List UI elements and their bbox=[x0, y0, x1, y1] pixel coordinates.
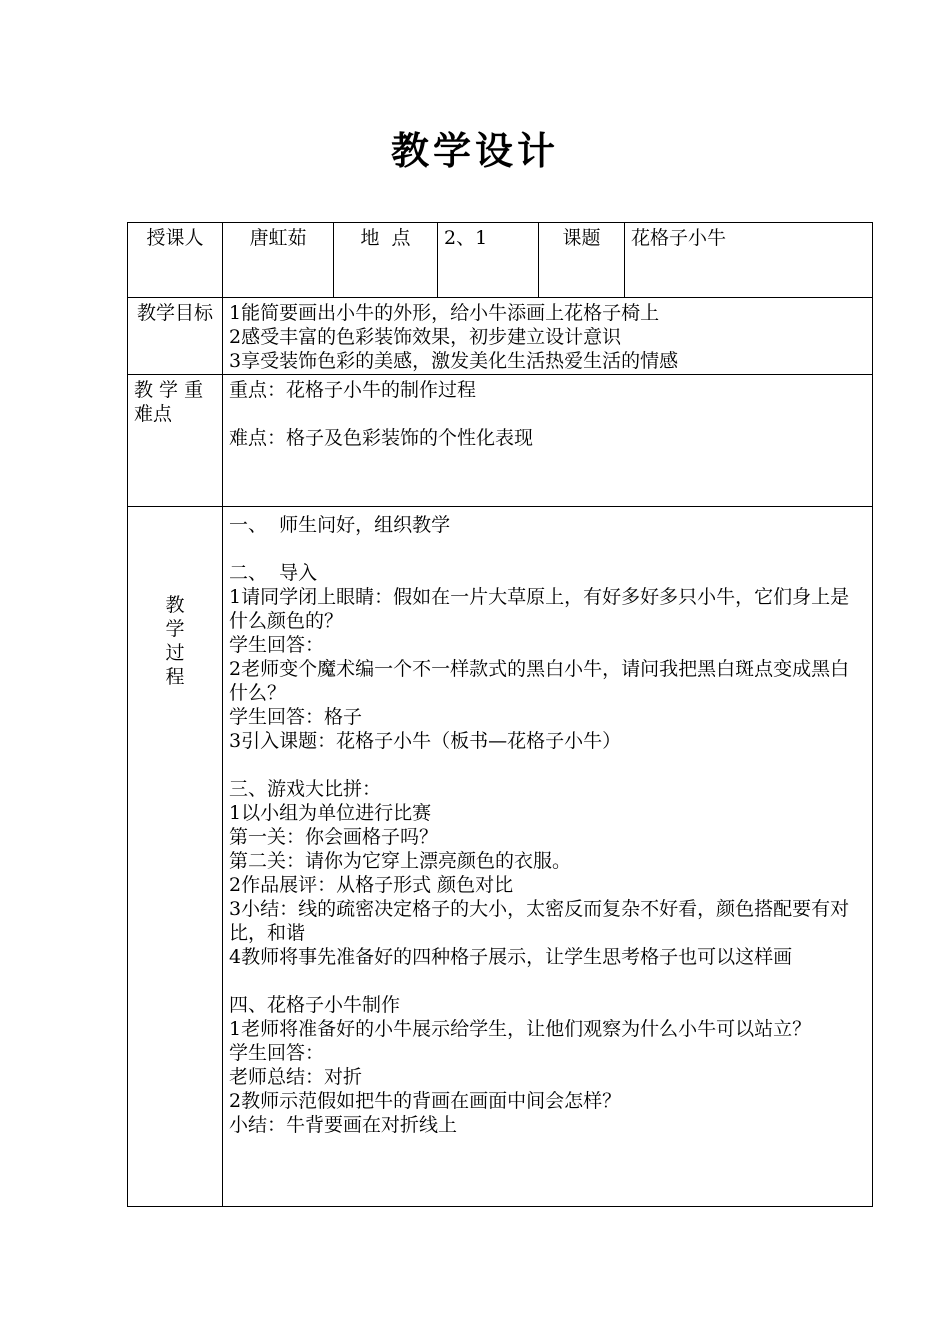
key-points-label: 教 学 重难点 bbox=[128, 375, 223, 507]
header-row bbox=[128, 223, 873, 298]
section-heading: 三、游戏大比拼： bbox=[229, 778, 382, 800]
process-line: 第二关：请你为它穿上漂亮颜色的衣服。 bbox=[229, 850, 572, 872]
objectives-row bbox=[128, 298, 873, 375]
process-line: 学生回答： bbox=[229, 1042, 325, 1064]
process-line: 1请同学闭上眼睛：假如在一片大草原上，有好多好多只小牛，它们身上是什么颜色的？ bbox=[229, 586, 850, 632]
process-line: 学生回答：格子 bbox=[229, 706, 363, 728]
process-content bbox=[223, 507, 873, 1207]
process-row bbox=[128, 507, 873, 1207]
process-line: 学生回答： bbox=[229, 634, 325, 656]
process-line: 3小结：线的疏密决定格子的大小，太密反而复杂不好看，颜色搭配要有对比，和谐 bbox=[229, 898, 850, 944]
objectives-content bbox=[223, 298, 873, 375]
lesson-plan-table bbox=[127, 222, 873, 1207]
location-value: 2、1 bbox=[438, 223, 539, 298]
process-label-char: 程 bbox=[165, 666, 185, 688]
topic-value: 花格子小牛 bbox=[625, 223, 873, 298]
objective-item: 3享受装饰色彩的美感，激发美化生活热爱生活的情感 bbox=[229, 350, 679, 372]
objective-item: 2感受丰富的色彩装饰效果，初步建立设计意识 bbox=[229, 326, 622, 348]
topic-label: 课题 bbox=[539, 223, 625, 298]
process-line: 老师总结：对折 bbox=[229, 1066, 363, 1088]
process-line: 1老师将准备好的小牛展示给学生，让他们观察为什么小牛可以站立？ bbox=[229, 1018, 812, 1040]
teacher-name: 唐虹茹 bbox=[223, 223, 334, 298]
process-line: 3引入课题：花格子小牛（板书—花格子小牛） bbox=[229, 730, 622, 752]
process-label bbox=[128, 507, 223, 1207]
section-heading: 四、花格子小牛制作 bbox=[229, 994, 401, 1016]
process-line: 1以小组为单位进行比赛 bbox=[229, 802, 432, 824]
process-label-char: 学 bbox=[165, 618, 185, 640]
section-heading: 二、 导入 bbox=[229, 562, 318, 584]
objective-item: 1能简要画出小牛的外形，给小牛添画上花格子椅上 bbox=[229, 302, 660, 324]
section-heading: 一、 师生问好，组织教学 bbox=[229, 514, 451, 536]
key-points-row bbox=[128, 375, 873, 507]
process-line: 4教师将事先准备好的四种格子展示，让学生思考格子也可以这样画 bbox=[229, 946, 793, 968]
process-line: 2教师示范假如把牛的背画在画面中间会怎样？ bbox=[229, 1090, 622, 1112]
key-focus: 重点：花格子小牛的制作过程 bbox=[229, 379, 477, 401]
key-difficulty: 难点：格子及色彩装饰的个性化表现 bbox=[229, 427, 534, 449]
process-line: 第一关：你会画格子吗？ bbox=[229, 826, 439, 848]
process-line: 2作品展评：从格子形式 颜色对比 bbox=[229, 874, 514, 896]
process-line: 小结：牛背要画在对折线上 bbox=[229, 1114, 458, 1136]
location-label: 地 点 bbox=[334, 223, 438, 298]
objectives-label: 教学目标 bbox=[128, 298, 223, 375]
process-label-char: 教 bbox=[165, 594, 185, 616]
process-label-char: 过 bbox=[165, 642, 185, 664]
teacher-label: 授课人 bbox=[128, 223, 223, 298]
process-line: 2老师变个魔术编一个不一样款式的黑白小牛，请问我把黑白斑点变成黑白什么？ bbox=[229, 658, 850, 704]
document-title: 教学设计 bbox=[390, 129, 559, 173]
key-points-content bbox=[223, 375, 873, 507]
